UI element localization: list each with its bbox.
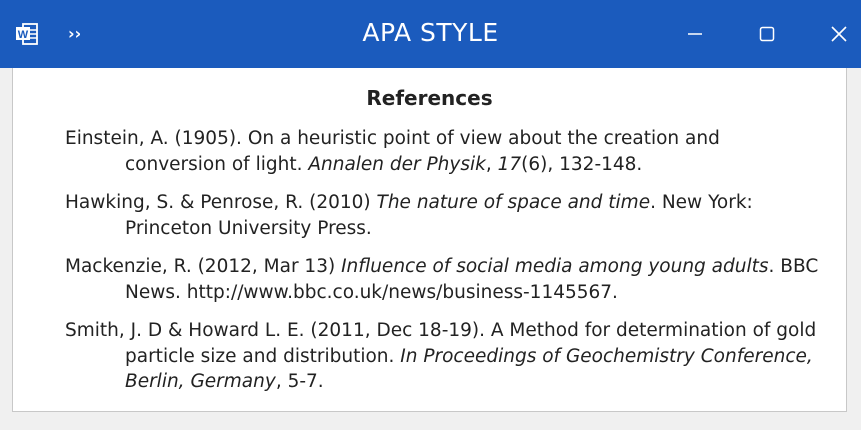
reference-list [65,126,825,408]
reference-entry [65,318,825,395]
reference-italic-text: In Proceedings of Geochemistry Conference, Berlin, Germany [125,345,813,392]
reference-text: Einstein, A. (1905). On a heuristic point of view about the creation and conversion of light. [65,128,720,175]
chevron-double-right-icon[interactable]: ›› [68,24,82,43]
svg-text:W: W [17,29,29,41]
reference-italic-text: Influence of social media among young adults [341,256,769,277]
close-icon[interactable] [819,18,859,50]
reference-italic-text: 17 [497,153,522,175]
references-heading: References [366,86,493,110]
reference-entry [65,126,825,177]
title-bar [0,0,861,68]
reference-text: Smith, J. D & Howard L. E. (2011, Dec 18-19). A Method for determination of gold particle size and distribution. [65,320,817,367]
reference-text: (6), 132-148. [521,153,643,175]
minimize-icon[interactable] [675,18,715,50]
reference-italic-text: The nature of space and time [376,192,651,213]
reference-entry [65,254,825,305]
window-title: APA STYLE [362,18,499,47]
reference-italic-text: Annalen der Physik [308,153,486,175]
maximize-icon[interactable] [747,18,787,50]
reference-text: Mackenzie, R. (2012, Mar 13) [65,256,342,277]
reference-text: , 5-7. [275,371,324,392]
reference-entry [65,190,825,241]
reference-text: . New York: Princeton University Press. [125,192,753,239]
document-page[interactable] [12,68,847,412]
reference-text: Hawking, S. & Penrose, R. (2010) [65,192,377,213]
reference-text: , [485,153,498,175]
reference-text: . BBC News. http://www.bbc.co.uk/news/business-1145567. [125,256,819,303]
